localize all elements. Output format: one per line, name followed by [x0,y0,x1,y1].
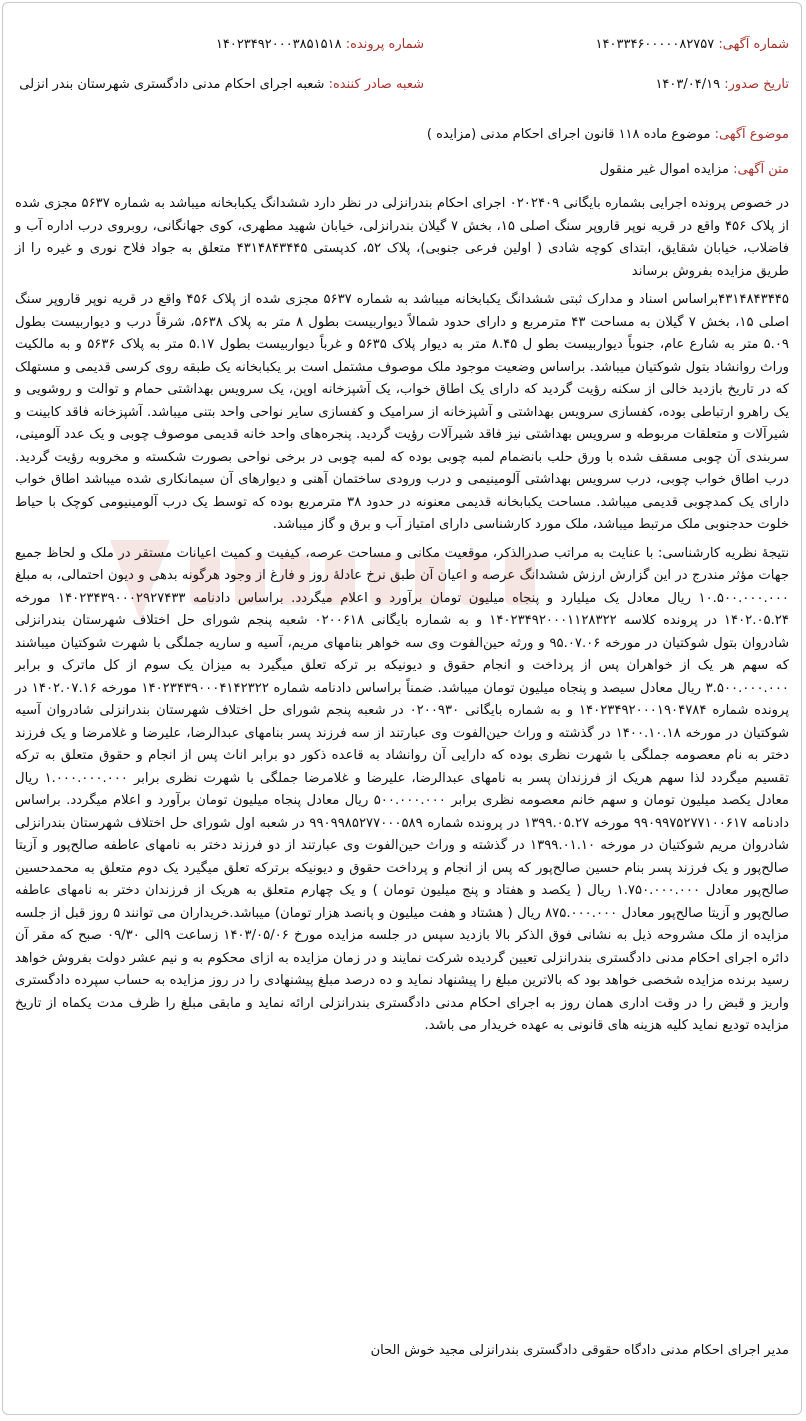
issue-date-value: ۱۴۰۳/۰۴/۱۹ [655,77,721,92]
file-number-label: شماره پرونده: [345,37,424,52]
paragraph-property-description: ۴۳۱۴۸۴۳۴۴۵براساس اسناد و مدارک ثبتی ششدانگ یکبابخانه میباشد به شماره ۵۶۳۷ مجزی شده از پلاک ۴۵۶ واقع در قریه نوپر قاروپر سنگ اصلی ۱۵، بخش ۷ گیلان به مساحت ۴۳ مترمربع و دارای حدود شمالاً دیواربیست بطول ۸ متر به پلاک ۵۶۳۸، شرقاً درب و دیواربیست بطول ۵.۰۹ متر به شارع عام، جنوباً دیواربیست بطو ل ۸.۴۵ متر به دیوار پلاک ۵۶۳۵ و غرباً دیواربیست بطول ۵.۱۷ متر به پلاک ۵۶۳۶ و به مالکیت وراث روانشاد بتول شوکتیان میباشد. براساس وضعیت موجود ملک موصوف مشتمل است بر یکبابخانه یک طبقه روی کرسی قدیمی و مستهلک که در تاریخ بازدید خالی از سکنه رؤیت گردید که دارای یک اطاق خواب، یک آشپزخانه اوپن، یک سرویس بهداشتی حمام و توالت و روشویی و یک راهرو ارتباطی بوده، کفسازی سرویس بهداشتی و آشپزخانه از سرامیک و کفسازی سایر نواحی واحد بتنی میباشد. آشپزخانه فاقد کابینت و شیرآلات و متعلقات مربوطه و سرویس بهداشتی نیز فاقد شیرآلات رؤیت گردید. پنجره‌های واحد خانه قدیمی موصوف چوبی و یک عدد آلومینی، سربندی آن چوبی مسقف شده با ورق حلب بانضمام لمبه چوبی بوده که لمبه چوبی در برخی نواحی بصورت شکسته و مخروبه رؤیت گردید. درب اطاق خواب چوبی، درب سرویس بهداشتی آلومینیمی و درب ورودی ساختمان آهنی و دیوارهای آن سیمانکاری شده میباشد اطاق خواب دارای یک کمدچوبی قدیمی میباشد. مساحت یکبابخانه قدیمی معنونه در حدود ۳۸ مترمربع بوده که توسط یک درب آلومینیومی کوچک با حیاط خلوت حدجنوبی ملک مرتبط میباشد، ملک مورد کارشناسی دارای امتیاز آب و برق و گاز میباشد. [15,292,790,532]
ad-number-label: شماره آگهی: [718,37,789,52]
ad-number-value: ۱۴۰۳۳۴۶۰۰۰۰۰۸۲۷۵۷ [595,37,715,52]
file-number-value: ۱۴۰۲۳۴۹۲۰۰۰۳۸۵۱۵۱۸ [215,37,342,52]
paragraph-intro: در خصوص پرونده اجرایی بشماره بایگانی ۰۲۰۲۴۰۹ اجرای احکام بندرانزلی در نظر دارد ششدانگ یکبابخانه میباشد به شماره ۵۶۳۷ مجزی شده از پلاک ۴۵۶ واقع در قریه نوپر قاروپر سنگ اصلی ۱۵، بخش ۷ گیلان بندرانزلی، خیابان شهید مطهری، کوی جهانگانی، روبروی درب اداره آب و فاضلاب، خیابان شقایق، ابتدای کوچه شادی ( اولین فرعی جنوبی)، پلاک ۵۲، کدپستی ۴۳۱۴۸۴۳۴۴۵ متعلق به جواد فلاح نوری و غیره را از طریق مزایده بفروش برساند [15,196,790,279]
subject-text: موضوع ماده ۱۱۸ قانون اجرای احکام مدنی (مزایده ) [426,127,711,142]
issue-date-label: تاریخ صدور: [724,77,789,92]
signature-line: مدیر اجرای احکام مدنی دادگاه حقوقی دادگستری بندرانزلی مجید خوش الحان [370,1343,789,1358]
announcement-body [15,193,789,1044]
ad-text-label: متن آگهی: [733,162,789,177]
ad-text-row [15,160,789,180]
paragraph-expert-opinion: نتیجهٔ نظریه کارشناسی: با عنایت به مراتب صدرالذکر، موقعیت مکانی و مساحت عرصه، کیفیت و کمیت اعیانات مستقر در ملک و لحاظ جمیع جهات مؤثر مندرج در این گزارش ارزش ششدانگ عرصه و اعیان آن طبق نرخ عادلهٔ روز و فارغ از وجود هرگونه بدهی و دیون احتمالی، به مبلغ ۱۰.۵۰۰.۰۰۰.۰۰۰ ریال معادل یک میلیارد و پنجاه میلیون تومان برآورد و اعلام میگردد. براساس دادنامه ۱۴۰۲۳۴۳۹۰۰۰۲۹۲۷۴۳۳ مورخه ۱۴۰۲.۰۵.۲۴ در پرونده کلاسه ۱۴۰۲۳۴۹۲۰۰۰۱۱۲۸۳۲۲ و به شماره بایگانی ۰۲۰۰۶۱۸ شعبه پنجم شورای حل اختلاف شهرستان بندرانزلی شادروان بتول شوکتیان در مورخه ۹۵.۰۷.۰۶ و ورثه حین‌الفوت وی سه خواهر بنامهای مریم، آسیه و ساریه جملگی با شهرت شوکتیان میباشند که سهم هر یک از خواهران پس از پرداخت و انجام حقوق و دیونیکه بر ترکه تعلق میگیرد به میزان یک سوم از کل ماترک و برابر ۳.۵۰۰.۰۰۰.۰۰۰ ریال معادل سیصد و پنجاه میلیون تومان میباشد. ضمناً براساس دادنامه شماره ۱۴۰۲۳۴۳۹۰۰۰۴۱۴۲۳۲۲ مورخه ۱۴۰۲.۰۷.۱۶ در پرونده شماره ۱۴۰۲۳۴۹۲۰۰۰۱۹۰۴۷۸۴ و به شماره بایگانی ۰۲۰۰۹۳۰ در شعبه پنجم شورای حل اختلاف شهرستان بندرانزلی شادروان آسیه شوکتیان در مورخه ۱۴۰۰.۱۰.۱۸ در گذشته و وراث حین‌الفوت وی عبارتند از سه فرزند پسر بنامهای عبدالرضا، علیرضا و غلامرضا و یک فرزند دختر به نام معصومه جملگی با شهرت نظری بوده که دارایی آن روانشاد به قاعده ذکور دو برابر اناث پس از انجام و حقوق متعلق به ترکه تقسیم میگردد لذا سهم هریک از فرزندان پسر به نامهای عبدالرضا، علیرضا و غلامرضا جملگی با شهرت نظری برابر ۱.۰۰۰.۰۰۰.۰۰۰ ریال معادل یکصد میلیون تومان و سهم خانم معصومه نظری برابر ۵۰۰.۰۰۰.۰۰۰ ریال معادل پنجاه میلیون تومان برآورد و اعلام میگردد. براساس دادنامه ۹۹۰۹۹۷۵۲۷۷۱۰۰۶۱۷ مورخه ۱۳۹۹.۰۵.۲۷ در پرونده شماره ۹۹۰۹۹۸۵۲۷۷۰۰۰۵۸۹ در شعبه اول شورای حل اختلاف شهرستان بندرانزلی شادروان مریم شوکتیان در مورخه ۱۳۹۹.۰۱.۱۰ در گذشته و وراث حین‌الفوت وی عبارتند از دو فرزند دختر به نامهای عاطفه صالح‌پور و آزیتا صالح‌پور و یک فرزند پسر بنام حسین صالح‌پور که پس از انجام و پرداخت حقوق و دیونیکه برترکه تعلق میگیرد یک دوم متعلق به محمدحسین صالح‌پور معادل ۱.۷۵۰.۰۰۰.۰۰۰ ریال ( یکصد و هفتاد و پنج میلیون تومان ) و یک چهارم متعلق به هریک از فرزندان دختر به نامهای عاطفه صالح‌پور و آزیتا صالح‌پور معادل ۸۷۵.۰۰۰.۰۰۰ ریال ( هشتاد و هفت میلیون و پانصد هزار تومان) میباشد.خریداران می توانند ۵ روز قبل از جلسه مزایده از ملک مشروحه ذیل به نشانی فوق الذکر بالا بازدید سپس در جلسه مزایده مورخ ۱۴۰۳/۰۵/۰۶ زساعت ۹الی ۰۹/۳۰ صبح که مقر آن دائره اجرای احکام مدنی دادگستری بندرانزلی تعیین گردیده شرکت نمایند و در زمان مزایده به ازای محکوم به و نیم عشر دولت بفروش خواهد رسید برنده مزایده شخصی خواهد بود که بالاترین مبلغ را پیشنهاد نماید و ده درصد مبلغ پیشنهادی را در روز مزایده به حساب سپرده دادگستری واریز و قبض را در وقت اداری همان روز به اجرای احکام مدنی دادگستری بندرانزلی ارائه نماید و مابقی مبلغ را ظرف مدت یکماه از تاریخ مزایده تودیع نماید کلیه هزینه های قانونی به عهده خریدار می باشد. [15,545,790,1033]
issue-date-field [655,75,789,95]
ad-number-field [596,35,789,55]
issuer-label: شعبه صادر کننده: [328,77,424,92]
ad-text-value: مزایده اموال غیر منقول [599,162,729,177]
subject-row [15,125,789,145]
file-number-field [216,35,424,55]
issuer-value: شعبه اجرای احکام مدنی دادگستری شهرستان بندر انزلی [19,77,325,92]
announcement-card [2,2,802,1415]
subject-label: موضوع آگهی: [714,127,789,142]
issuer-field [19,75,424,95]
